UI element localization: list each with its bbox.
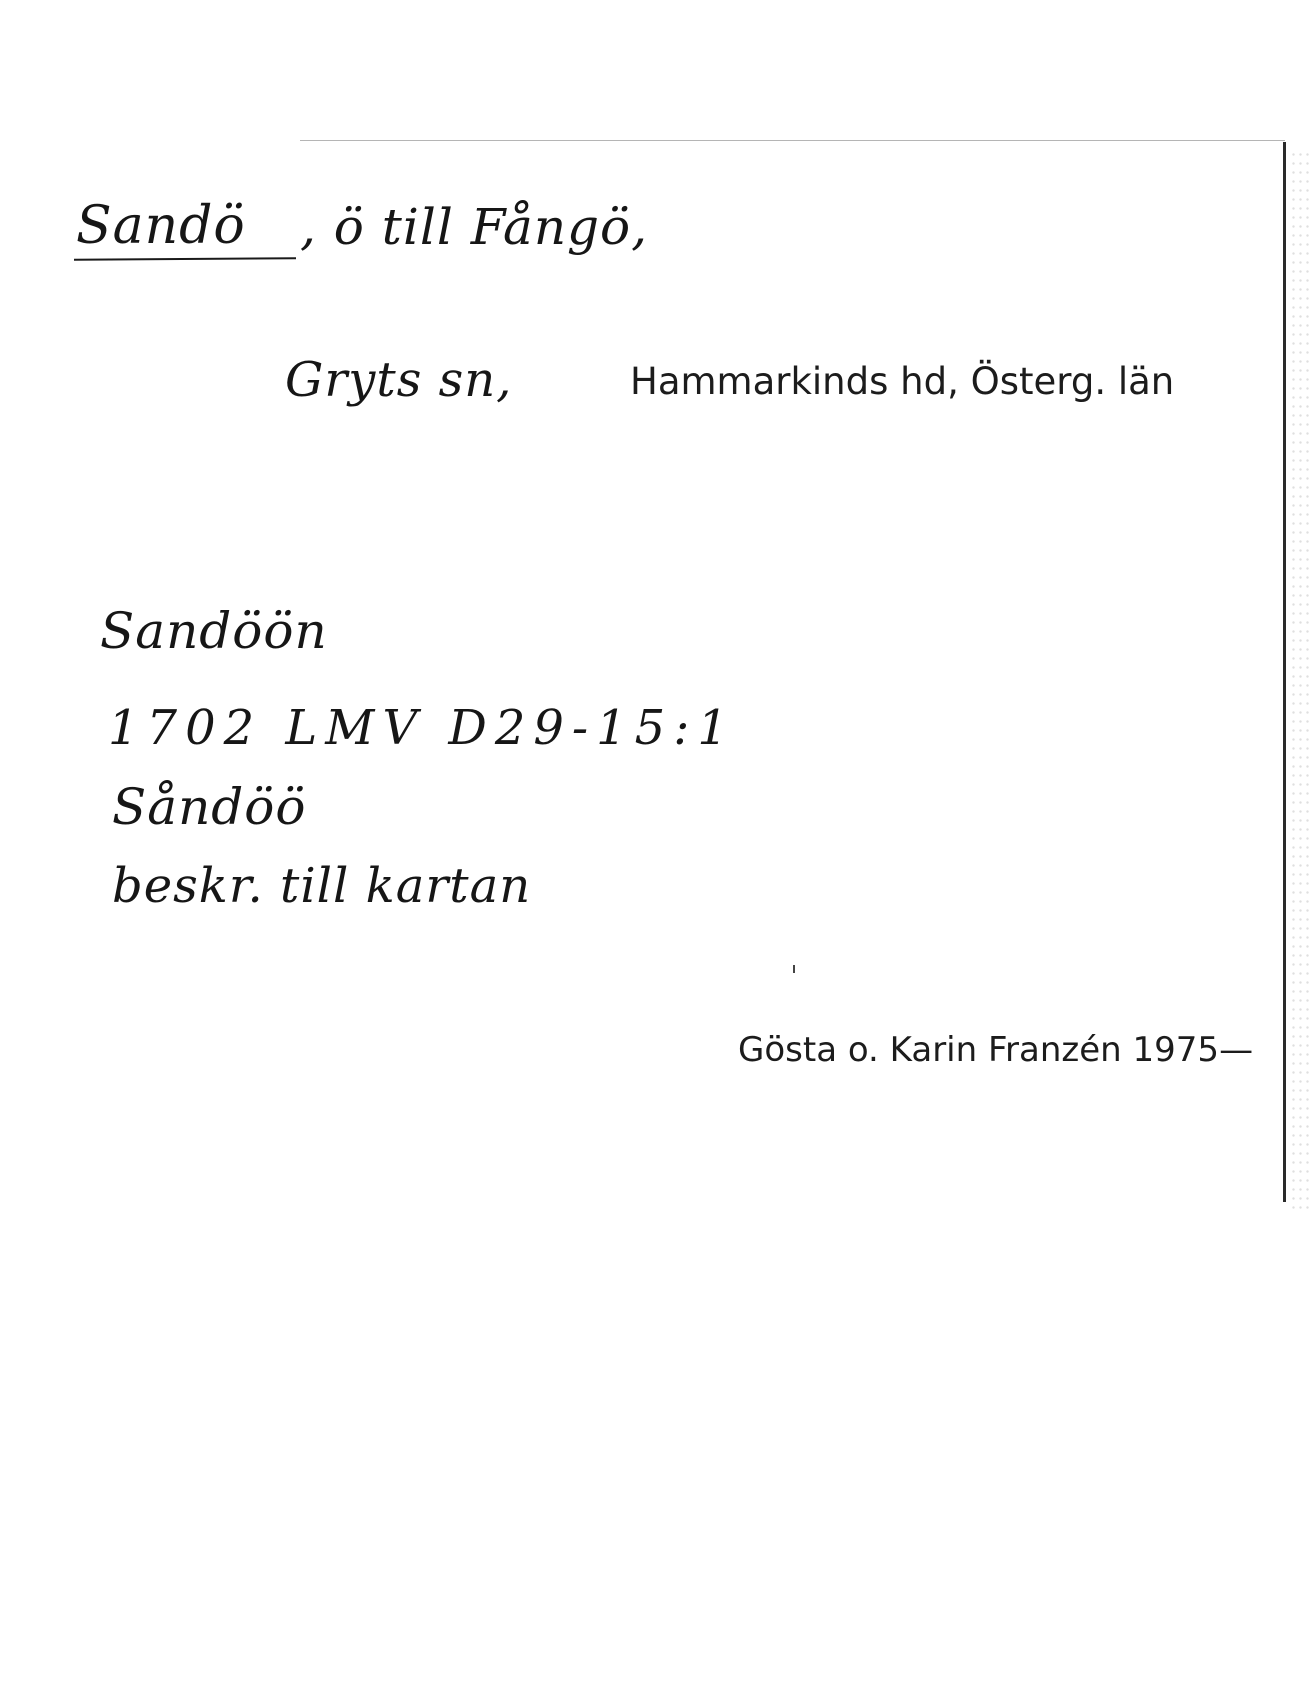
note-line-1: Sandöön xyxy=(100,602,328,660)
district-typed: Hammarkinds hd, Österg. län xyxy=(630,360,1175,403)
stray-mark xyxy=(793,965,795,973)
heading-description: , ö till Fångö, xyxy=(300,198,649,256)
card-top-edge xyxy=(300,140,1285,141)
scan-noise xyxy=(1290,150,1310,1210)
heading-underline xyxy=(74,257,296,261)
collector-credit: Gösta o. Karin Franzén 1975— xyxy=(738,1030,1254,1070)
note-line-3: Såndöö xyxy=(112,778,307,836)
note-line-2: 1702 LMV D29-15:1 xyxy=(108,700,736,756)
parish-handwritten: Gryts sn, xyxy=(285,352,513,408)
card-right-edge xyxy=(1283,142,1286,1202)
heading-place-name: Sandö xyxy=(76,196,246,256)
note-line-4: beskr. till kartan xyxy=(112,858,532,914)
